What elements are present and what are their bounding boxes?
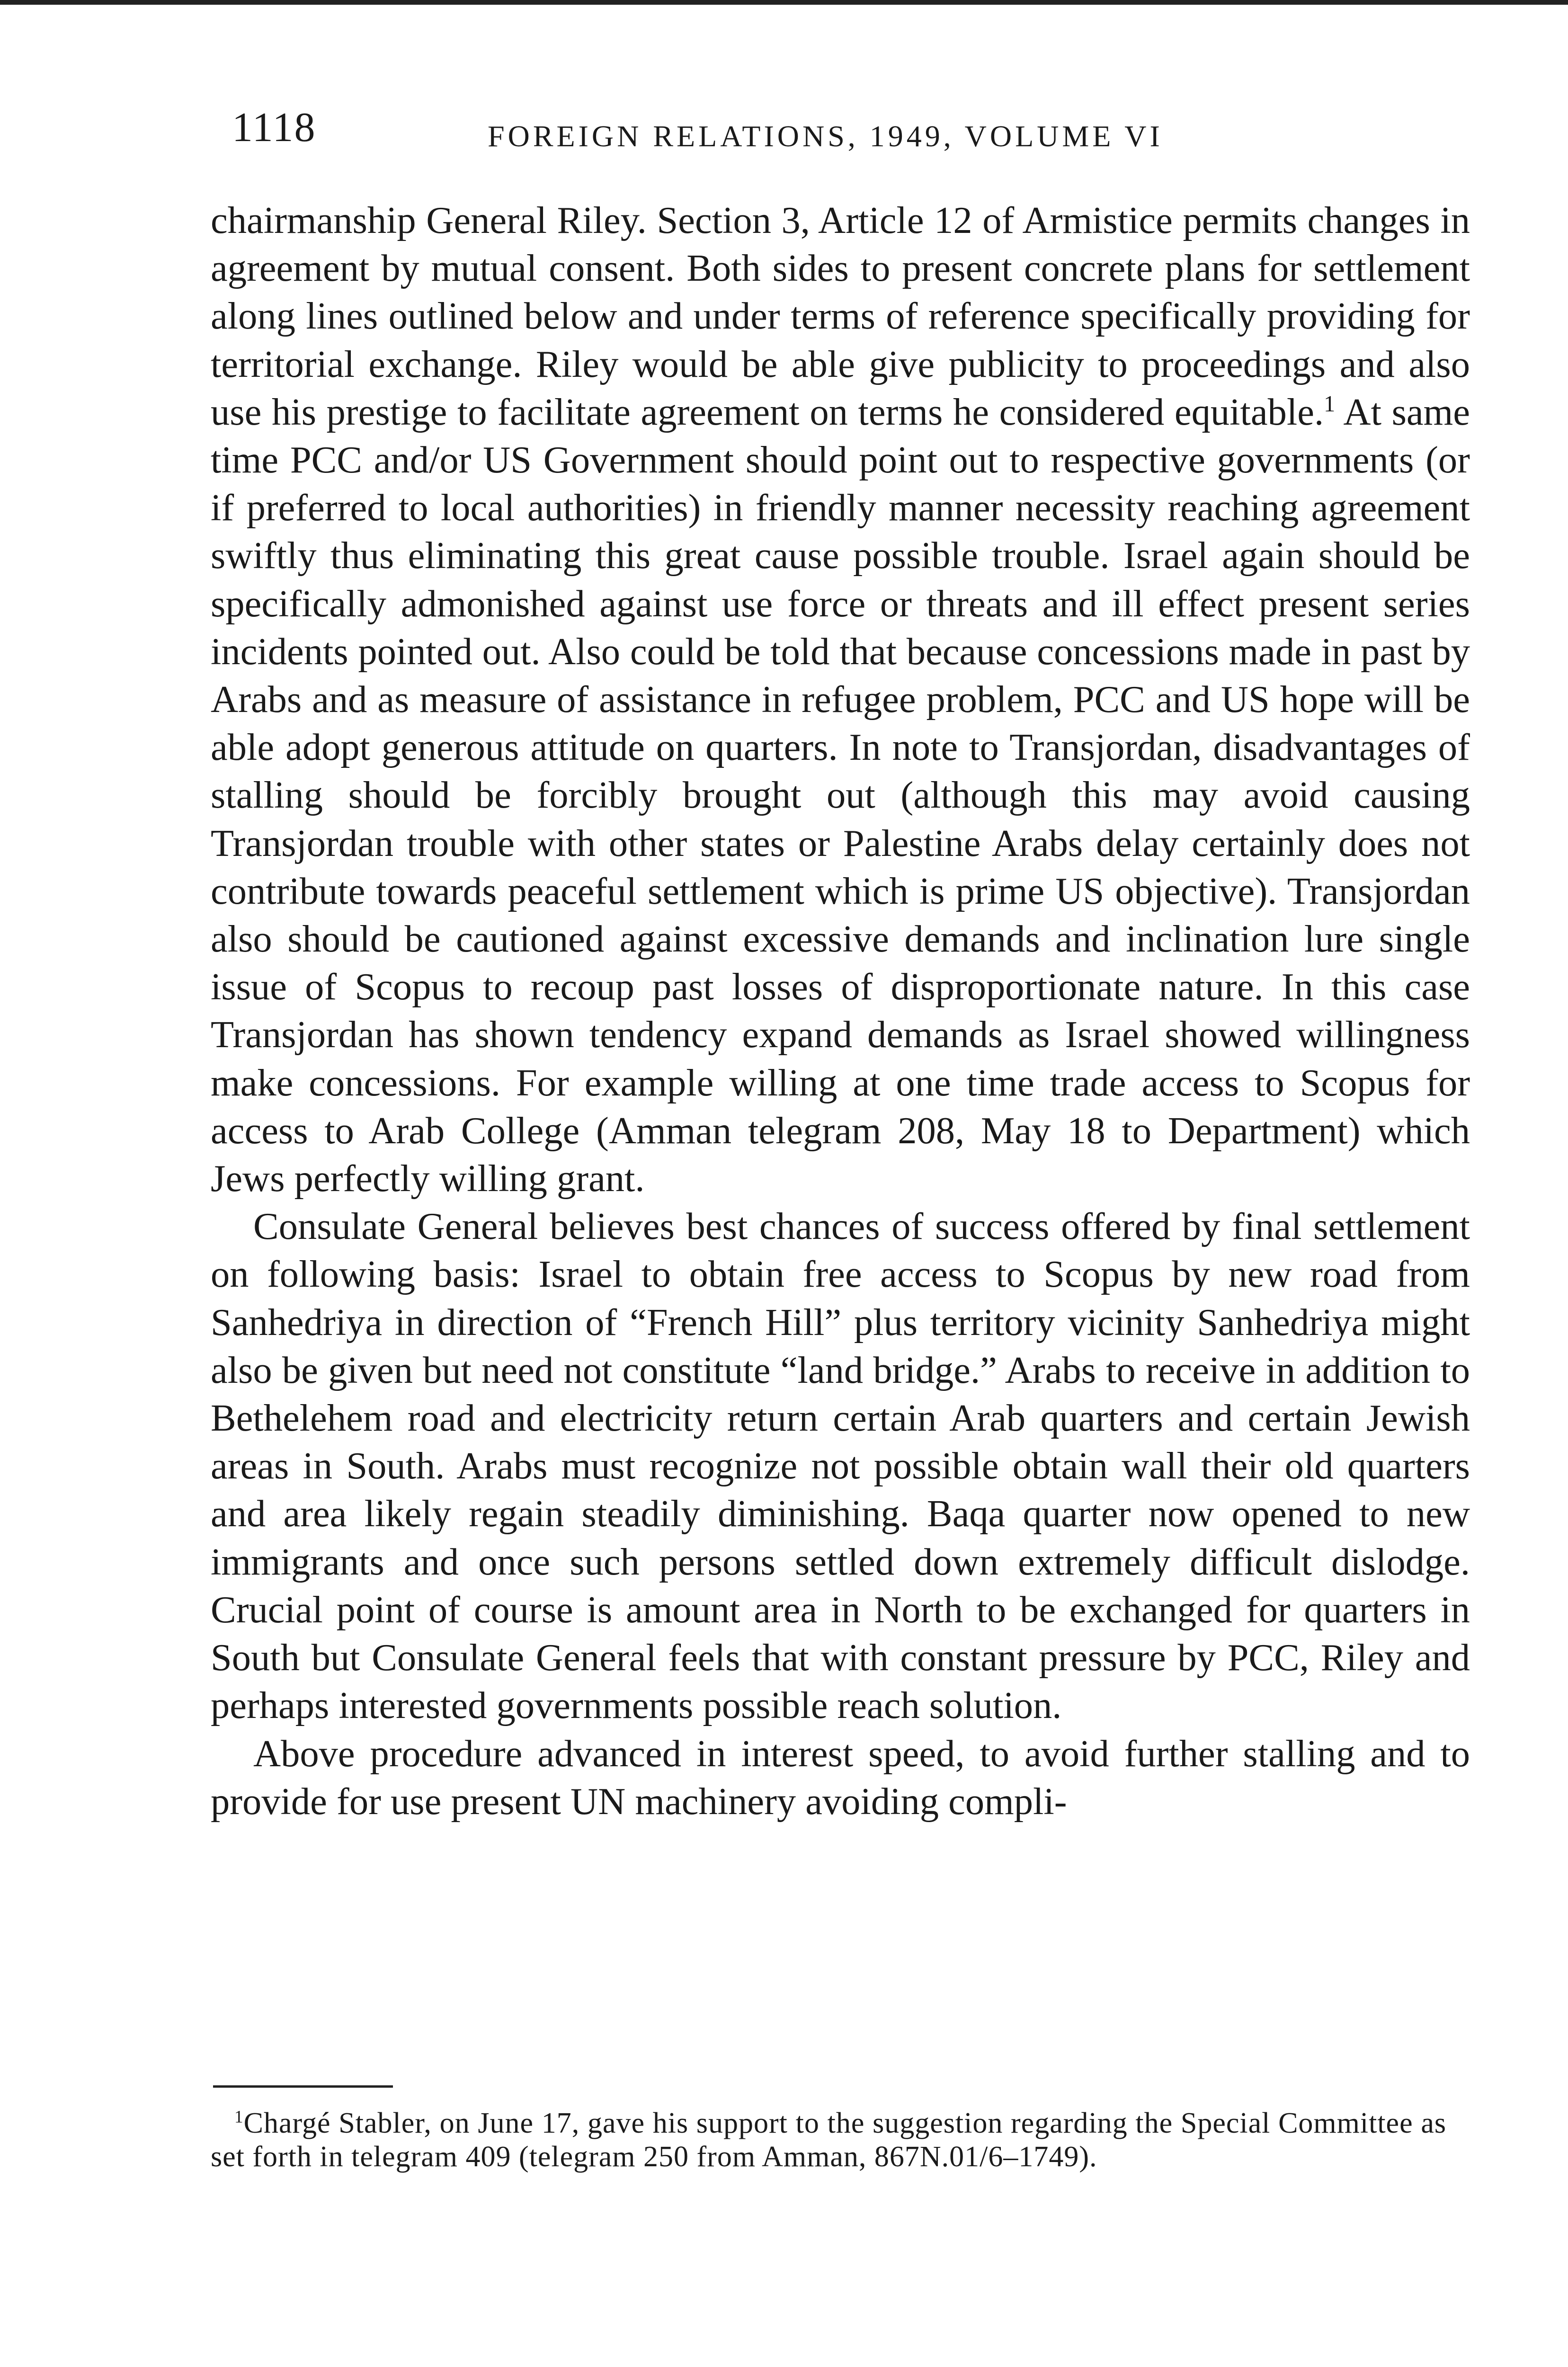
running-head: FOREIGN RELATIONS, 1949, VOLUME VI	[488, 119, 1163, 153]
footnote-separator	[213, 2085, 393, 2088]
footnote-text: Chargé Stabler, on June 17, gave his support to the suggestion regarding the Special Committee as set forth in telegram 409 (telegram 250 from Amman, 867N.01/6–1749).	[211, 2107, 1446, 2173]
paragraph-1-part-b: At same time PCC and/or US Government should point out to respective governments (or if preferred to local authorities) in friendly manner necessity reaching agreement swiftly thus eliminating this great cause possible trouble. Israel again should be specifically admonished against use force or threats and ill effect present series incidents pointed out. Also could be told that because concessions made in past by Arabs and as measure of assistance in refugee problem, PCC and US hope will be able adopt generous attitude on quarters. In note to Transjordan, disadvantages of stalling should be forcibly brought out (although this may avoid causing Transjordan trouble with other states or Palestine Arabs delay certainly does not contribute towards peaceful settlement which is prime US objective). Transjordan also should be cautioned against excessive demands and inclination lure single issue of Scopus to recoup past losses of disproportionate nature. In this case Transjordan has shown tendency expand demands as Israel showed willingness make concessions. For example willing at one time trade access to Scopus for access to Arab College (Amman telegram 208, May 18 to Department) which Jews perfectly willing grant.	[211, 391, 1470, 1200]
paragraph-1-part-a: chairmanship General Riley. Section 3, Article 12 of Armistice permits changes in agreement by mutual consent. Both sides to present concrete plans for settlement along lines outlined below and under terms of reference specifically providing for territorial exchange. Riley would be able give publicity to proceedings and also use his prestige to facilitate agreement on terms he considered equitable.	[211, 199, 1470, 433]
paragraph-3: Above procedure advanced in interest speed, to avoid further stalling and to provide for use present UN machinery avoiding compli-	[211, 1732, 1470, 1823]
page-header	[232, 102, 1250, 163]
paragraph-2: Consulate General believes best chances of success offered by final settlement on following basis: Israel to obtain free access to Scopus by new road from Sanhedriya in direction of “French Hill” plus territory vicinity Sanhedriya might also be given but need not constitute “land bridge.” Arabs to receive in addition to Bethelehem road and electricity return certain Arab quarters and certain Jewish areas in South. Arabs must recognize not possible obtain wall their old quarters and area likely regain steadily diminishing. Baqa quarter now opened to new immigrants and once such persons settled down extremely difficult dislodge. Crucial point of course is amount area in North to be exchanged for quarters in South but Consulate General feels that with constant pressure by PCC, Riley and perhaps interested governments possible reach solution.	[211, 1205, 1470, 1727]
paragraph-1	[211, 196, 1470, 1202]
footnote-1	[211, 2107, 1446, 2174]
main-text	[211, 196, 1470, 1825]
footnotes	[211, 2107, 1446, 2174]
top-border-rule	[0, 0, 1568, 5]
footnote-marker: 1	[234, 2107, 244, 2127]
footnote-reference: 1	[1324, 391, 1336, 417]
page-number: 1118	[232, 105, 316, 151]
